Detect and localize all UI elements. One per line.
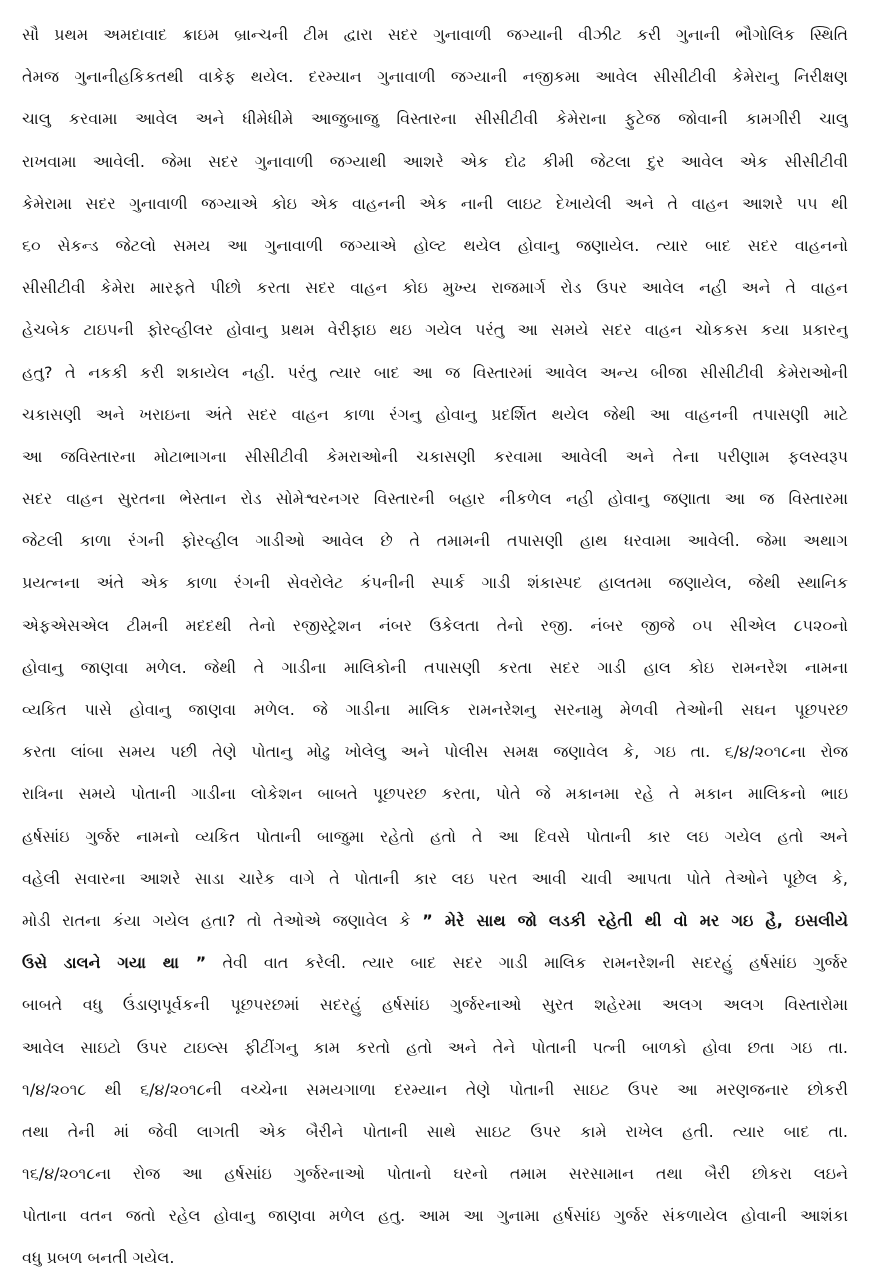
text-line: એફએસએલ ટીમની મદદથી તેનો રજીસ્ટ્રેશન નંબર ઉકેલતા તેનો રજી. નંબર જીજે ૦૫ સીએલ ૮૫૨૦નો (22, 615, 848, 635)
quoted-statement-part2: ઉસે ડાલને ગયા થા ” (22, 953, 207, 973)
text-line: ૬૦ સેકન્ડ જેટલો સમય આ ગુનાવાળી જગ્યાએ હોલ્ટ થયેલ હોવાનુ જણાયેલ. ત્યાર બાદ સદર વાહનનો (22, 235, 848, 255)
text-segment: મોડી રાતના કંયા ગયેલ હતા? તો તેઓએ જણાવેલ કે (22, 910, 411, 930)
text-line-with-quote (22, 900, 848, 942)
text-line: વહેલી સવારના આશરે સાડા ચારેક વાગે તે પોતાની કાર લઇ પરત આવી ચાવી આપતા પોતે તેઓને પૂછેલ કે, (22, 868, 848, 888)
text-line: ૧૬/૪/૨૦૧૮ના રોજ આ હર્ષસાંઇ ગુર્જરનાઓ પોતાનો ઘરનો તમામ સરસામાન તથા બૈરી છોકરા લઇને (22, 1164, 848, 1184)
text-line: હતુ? તે નકકી કરી શકાયેલ નહી. પરંતુ ત્યાર બાદ આ જ વિસ્તારમાં આવેલ અન્ય બીજા સીસીટીવી કેમેરાઓની (22, 362, 848, 382)
text-segment: તેવી વાત કરેલી. ત્યાર બાદ સદર ગાડી માલિક રામનરેશની સદરહું હર્ષસાંઇ ગુર્જર (222, 953, 848, 973)
text-line: બાબતે વધુ ઉંડાણપૂર્વકની પૂછપરછમાં સદરહું હર્ષસાંઇ ગુર્જરનાઓ સુરત શહેરમા અલગ અલગ વિસ્તારોમા (22, 995, 848, 1015)
text-line: ચાલુ કરવામા આવેલ અને ધીમેધીમે આજુબાજુ વિસ્તારના સીસીટીવી કેમેરાના ફુટેજ જોવાની કામગીરી ચાલુ (22, 109, 848, 129)
text-line: રાખવામા આવેલી. જેમા સદર ગુનાવાળી જગ્યાથી આશરે એક દોઢ કીમી જેટલા દુર આવેલ એક સીસીટીવી (22, 151, 848, 171)
text-line: રાત્રિના સમયે પોતાની ગાડીના લોકેશન બાબતે પૂછપરછ કરતા, પોતે જે મકાનમા રહે તે મકાન માલિકનો ભાઇ (22, 784, 848, 804)
text-line: કેમેરામા સદર ગુનાવાળી જગ્યાએ કોઇ એક વાહનની એક નાની લાઇટ દેખાયેલી અને તે વાહન આશરે ૫૫ થી (22, 193, 848, 213)
text-line-last: વધુ પ્રબળ બનતી ગયેલ. (22, 1248, 175, 1268)
quoted-statement-part1: ” મેરે સાથ જો લડકી રહેતી થી વો મર ગઇ હૈ, ઇસલીયે (422, 910, 848, 930)
text-line: આવેલ સાઇટો ઉપર ટાઇલ્સ ફીટીંગનુ કામ કરતો હતો અને તેને પોતાની પત્ની બાળકો હોવા છતા ગઇ તા. (22, 1037, 848, 1057)
text-line: પોતાના વતન જતો રહેલ હોવાનુ જાણવા મળેલ હતુ. આમ આ ગુનામા હર્ષસાંઇ ગુર્જર સંકળાયેલ હોવાની આશંકા (22, 1206, 848, 1226)
text-line: સીસીટીવી કેમેરા મારફતે પીછો કરતા સદર વાહન કોઇ મુખ્ય રાજમાર્ગ રોડ ઉપર આવેલ નહી અને તે વાહન (22, 278, 848, 298)
text-line: ચકાસણી અને ખરાઇના અંતે સદર વાહન કાળા રંગનુ હોવાનુ પ્રદર્શિત થયેલ જેથી આ વાહનની તપાસણી માટે (22, 404, 848, 424)
text-line: સદર વાહન સુરતના ભેસ્તાન રોડ સોમેશ્વરનગર વિસ્તારની બહાર નીકળેલ નહી હોવાનુ જણાતા આ જ વિસ્તારમા (22, 489, 848, 509)
text-line: કરતા લાંબા સમય પછી તેણે પોતાનુ મોઢુ ખોલેલુ અને પોલીસ સમક્ષ જણાવેલ કે, ગઇ તા. ૬/૪/૨૦૧૮ના રોજ (22, 742, 848, 762)
text-line: જેટલી કાળા રંગની ફોરવ્હીલ ગાડીઓ આવેલ છે તે તમામની તપાસણી હાથ ધરવામા આવેલી. જેમા અથાગ (22, 531, 848, 551)
text-line: ૧/૪/૨૦૧૮ થી ૬/૪/૨૦૧૮ની વચ્ચેના સમયગાળા દરમ્યાન તેણે પોતાની સાઇટ ઉપર આ મરણજનાર છોકરી (22, 1079, 848, 1099)
text-line: પ્રયત્નના અંતે એક કાળા રંગની સેવરોલેટ કંપનીની સ્પાર્ક ગાડી શંકાસ્પદ હાલતમા જણાયેલ, જેથી સ્થાનિક (22, 573, 848, 593)
document-page (22, 14, 848, 1280)
text-line: વ્યકિત પાસે હોવાનુ જાણવા મળેલ. જે ગાડીના માલિક રામનરેશનુ સરનામુ મેળવી તેઓની સઘન પૂછપરછ (22, 700, 848, 719)
text-line-with-quote (22, 942, 848, 984)
text-line: તથા તેની માં જેવી લાગતી એક બૈરીને પોતાની સાથે સાઇટ ઉપર કામે રાખેલ હતી. ત્યાર બાદ તા. (22, 1121, 848, 1141)
text-line: હર્ષસાંઇ ગુર્જર નામનો વ્યકિત પોતાની બાજુમા રહેતો હતો તે આ દિવસે પોતાની કાર લઇ ગયેલ હતો અને (22, 826, 848, 846)
text-line: સૌ પ્રથમ અમદાવાદ ક્રાઇમ બ્રાન્ચની ટીમ દ્વારા સદર ગુનાવાળી જગ્યાની વીઝીટ કરી ગુનાની ભૌગોલિક સ્થિતિ (22, 25, 848, 44)
text-line: તેમજ ગુનાનીહકિકતથી વાકેફ થયેલ. દરમ્યાન ગુનાવાળી જગ્યાની નજીકમા આવેલ સીસીટીવી કેમેરાનુ નિરીક્ષણ (22, 67, 848, 87)
text-line: હેચબેક ટાઇપની ફોરવ્હીલર હોવાનુ પ્રથમ વેરીફાઇ થઇ ગયેલ પરંતુ આ સમયે સદર વાહન ચોકકસ કયા પ્રકારનુ (22, 320, 848, 340)
text-line: આ જવિસ્તારના મોટાભાગના સીસીટીવી કેમરાઓની ચકાસણી કરવામા આવેલી અને તેના પરીણામ ફલસ્વરૂપ (22, 446, 848, 466)
text-line: હોવાનુ જાણવા મળેલ. જેથી તે ગાડીના માલિકોની તપાસણી કરતા સદર ગાડી હાલ કોઇ રામનરેશ નામના (22, 657, 848, 677)
